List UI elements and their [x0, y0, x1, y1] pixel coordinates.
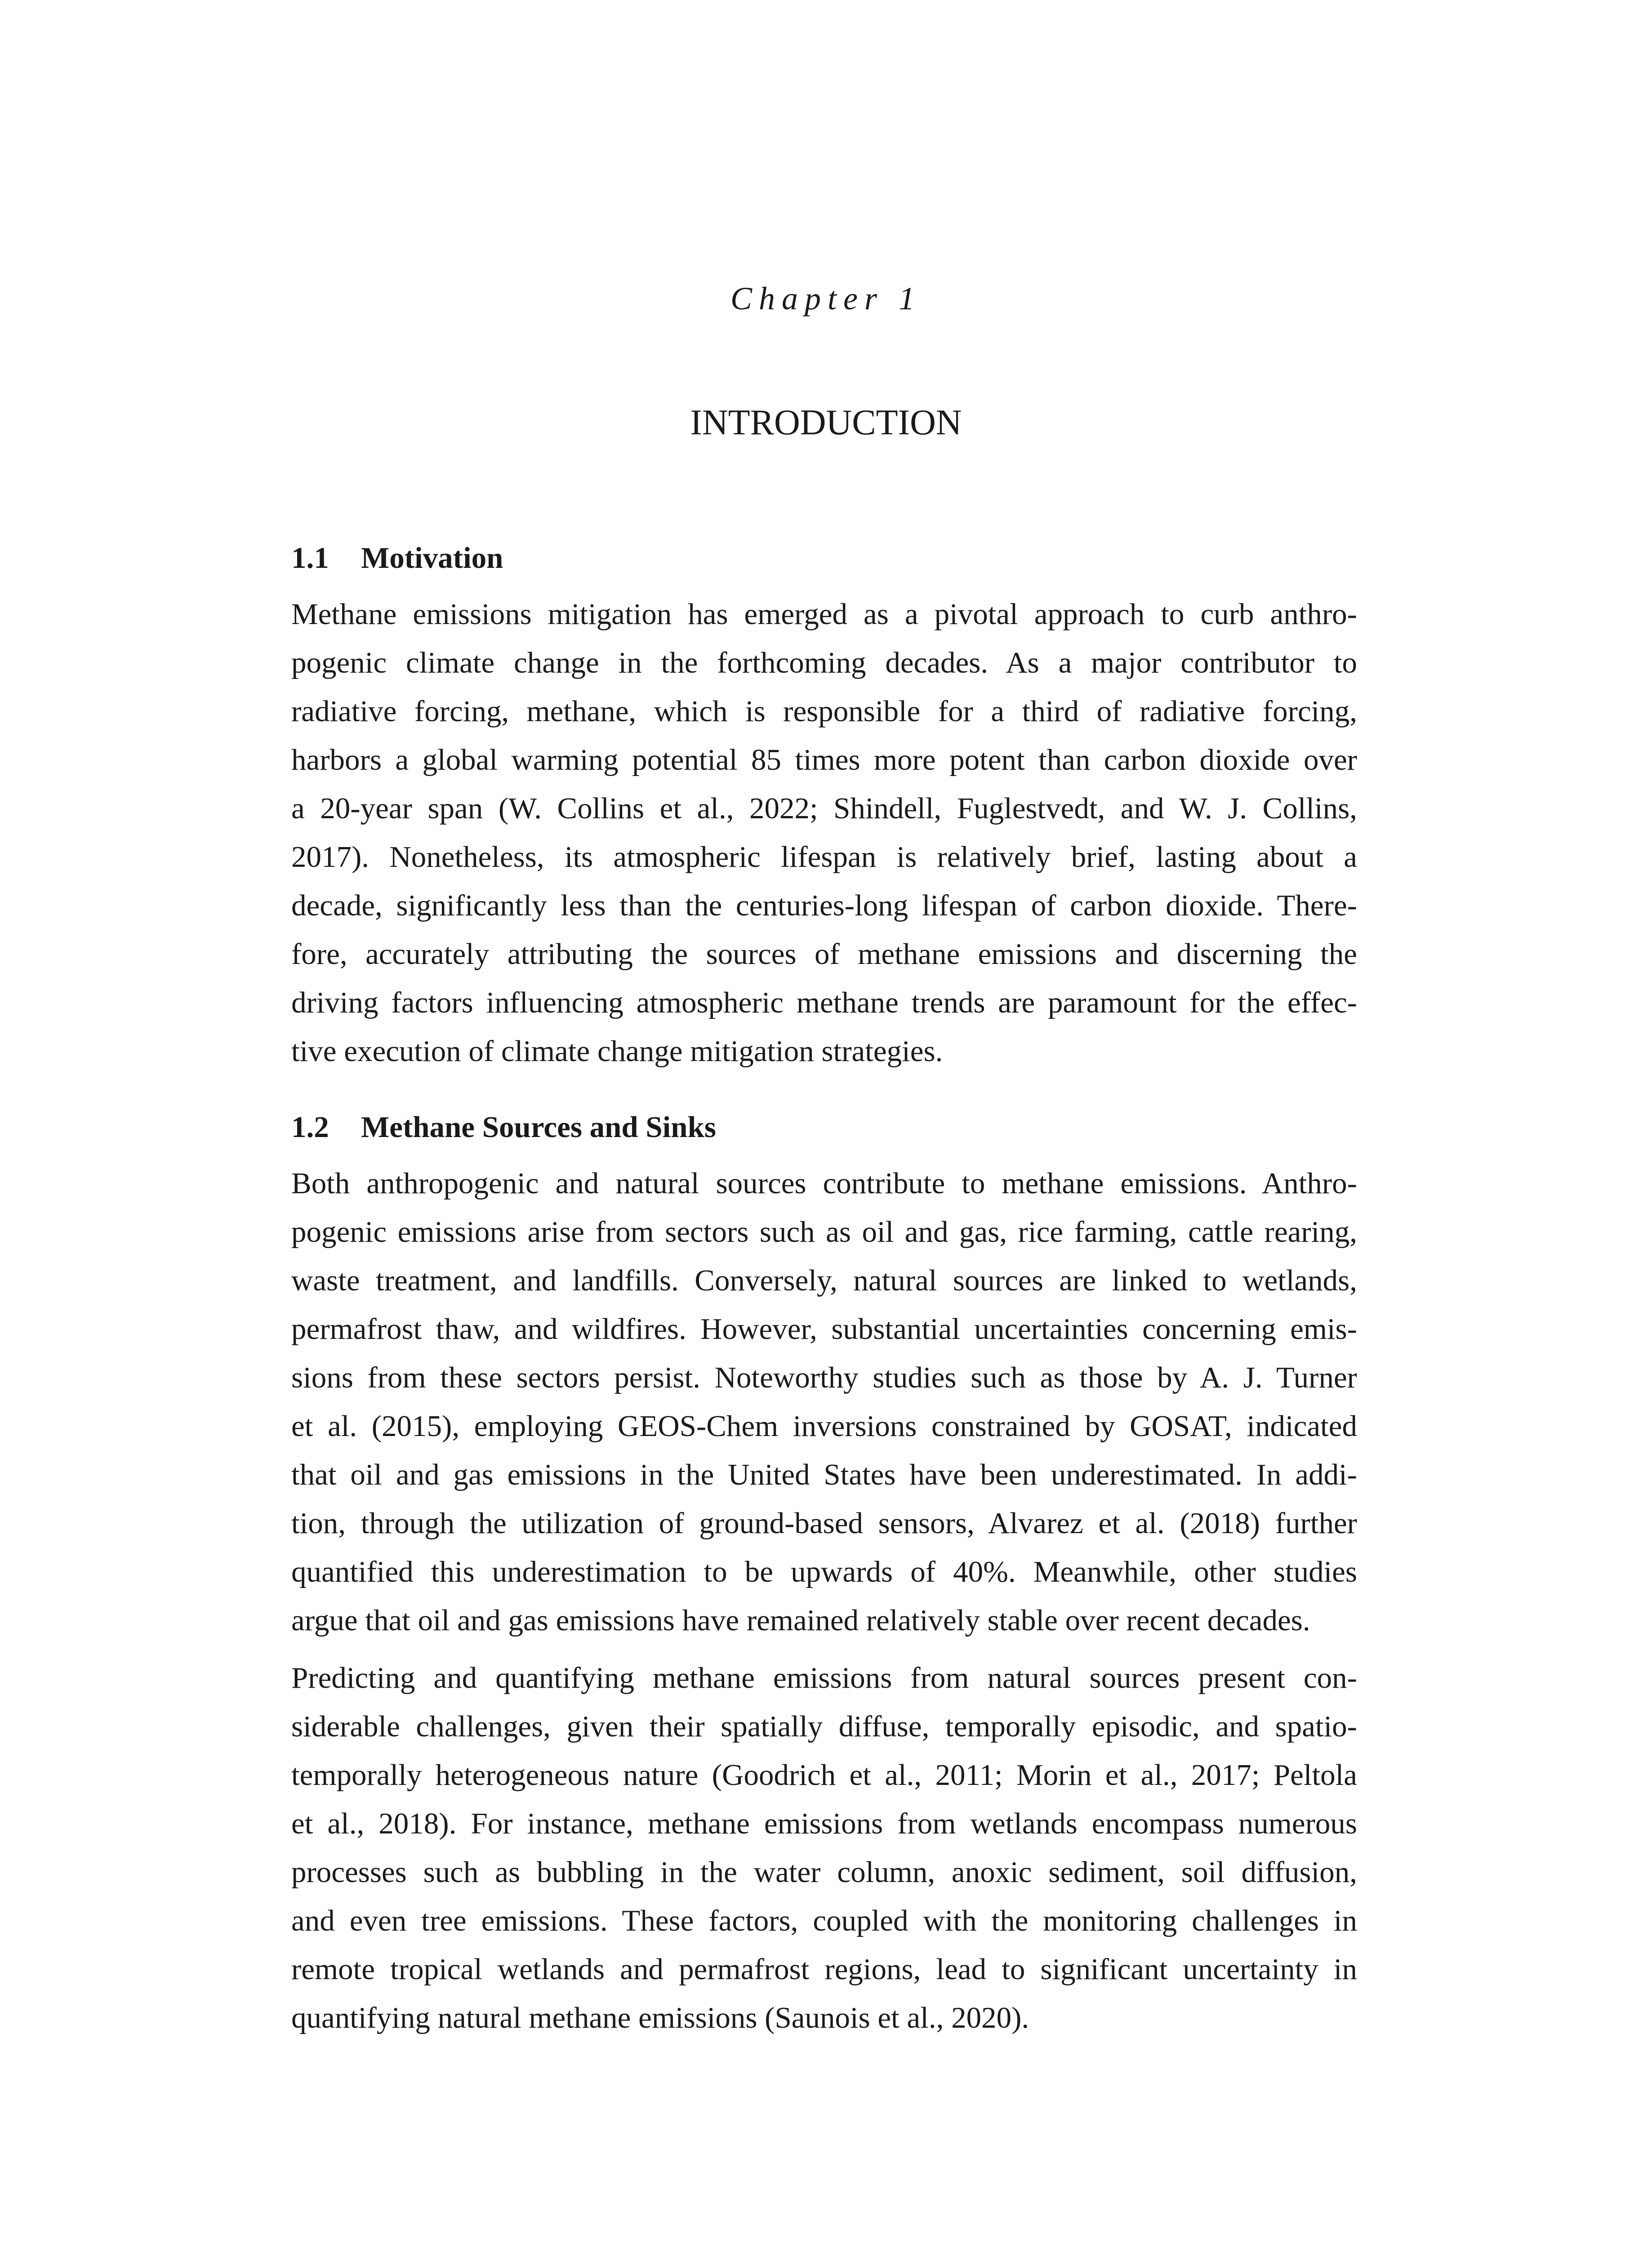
text-line: pogenic emissions arise from sectors such as oil and gas, rice farming, cattle rearing, [291, 1215, 1357, 1249]
paragraph-sources [291, 1159, 1357, 1645]
section-heading-sources-sinks [291, 1112, 716, 1142]
text-line: Both anthropogenic and natural sources contribute to methane emissions. Anthro- [291, 1167, 1357, 1200]
text-line: harbors a global warming potential 85 times more potent than carbon dioxide over [291, 743, 1357, 776]
text-line: radiative forcing, methane, which is responsible for a third of radiative forcing, [291, 695, 1357, 728]
section-title: Methane Sources and Sinks [361, 1111, 716, 1144]
chapter-label: Chapter 1 [730, 281, 922, 317]
text-line: permafrost thaw, and wildfires. However, substantial uncertainties concerning emis- [291, 1312, 1357, 1346]
text-line: temporally heterogeneous nature (Goodrich et al., 2011; Morin et al., 2017; Peltola [291, 1758, 1357, 1792]
text-line: processes such as bubbling in the water column, anoxic sediment, soil diffusion, [291, 1855, 1357, 1889]
text-line: driving factors influencing atmospheric methane trends are paramount for the effec- [291, 986, 1357, 1019]
text-line: siderable challenges, given their spatially diffuse, temporally episodic, and spatio- [291, 1710, 1357, 1743]
chapter-title: INTRODUCTION [690, 403, 962, 442]
text-line: quantified this underestimation to be upwards of 40%. Meanwhile, other studies [291, 1555, 1357, 1588]
text-line: remote tropical wetlands and permafrost regions, lead to significant uncertainty in [291, 1953, 1357, 1986]
text-line: decade, significantly less than the centuries-long lifespan of carbon dioxide. There- [291, 889, 1357, 922]
section-title: Motivation [361, 541, 503, 575]
text-line: et al. (2015), employing GEOS-Chem inversions constrained by GOSAT, indicated [291, 1409, 1357, 1443]
text-line: sions from these sectors persist. Noteworthy studies such as those by A. J. Turner [291, 1361, 1357, 1394]
paragraph-natural-sources [291, 1654, 1357, 2042]
text-line: a 20-year span (W. Collins et al., 2022; Shindell, Fuglestvedt, and W. J. Collins, [291, 792, 1357, 825]
text-line: tive execution of climate change mitigation strategies. [291, 1035, 943, 1068]
text-line: that oil and gas emissions in the United States have been underestimated. In addi- [291, 1458, 1357, 1491]
text-line: Methane emissions mitigation has emerged as a pivotal approach to curb anthro- [291, 598, 1357, 631]
text-line: pogenic climate change in the forthcoming decades. As a major contributor to [291, 646, 1357, 679]
text-line: waste treatment, and landfills. Conversely, natural sources are linked to wetlands, [291, 1264, 1357, 1297]
text-line: et al., 2018). For instance, methane emissions from wetlands encompass numerous [291, 1807, 1357, 1840]
text-line: fore, accurately attributing the sources of methane emissions and discerning the [291, 937, 1357, 971]
section-number: 1.2 [291, 1111, 329, 1144]
text-line: tion, through the utilization of ground-based sensors, Alvarez et al. (2018) further [291, 1507, 1357, 1540]
text-line: Predicting and quantifying methane emissions from natural sources present con- [291, 1661, 1357, 1695]
section-heading-motivation [291, 543, 503, 573]
text-line: quantifying natural methane emissions (Saunois et al., 2020). [291, 2001, 1029, 2034]
text-line: 2017). Nonetheless, its atmospheric lifespan is relatively brief, lasting about a [291, 840, 1357, 874]
text-line: argue that oil and gas emissions have remained relatively stable over recent decades. [291, 1604, 1310, 1637]
paragraph-motivation [291, 590, 1357, 1075]
section-number: 1.1 [291, 541, 329, 575]
text-line: and even tree emissions. These factors, coupled with the monitoring challenges in [291, 1904, 1357, 1937]
